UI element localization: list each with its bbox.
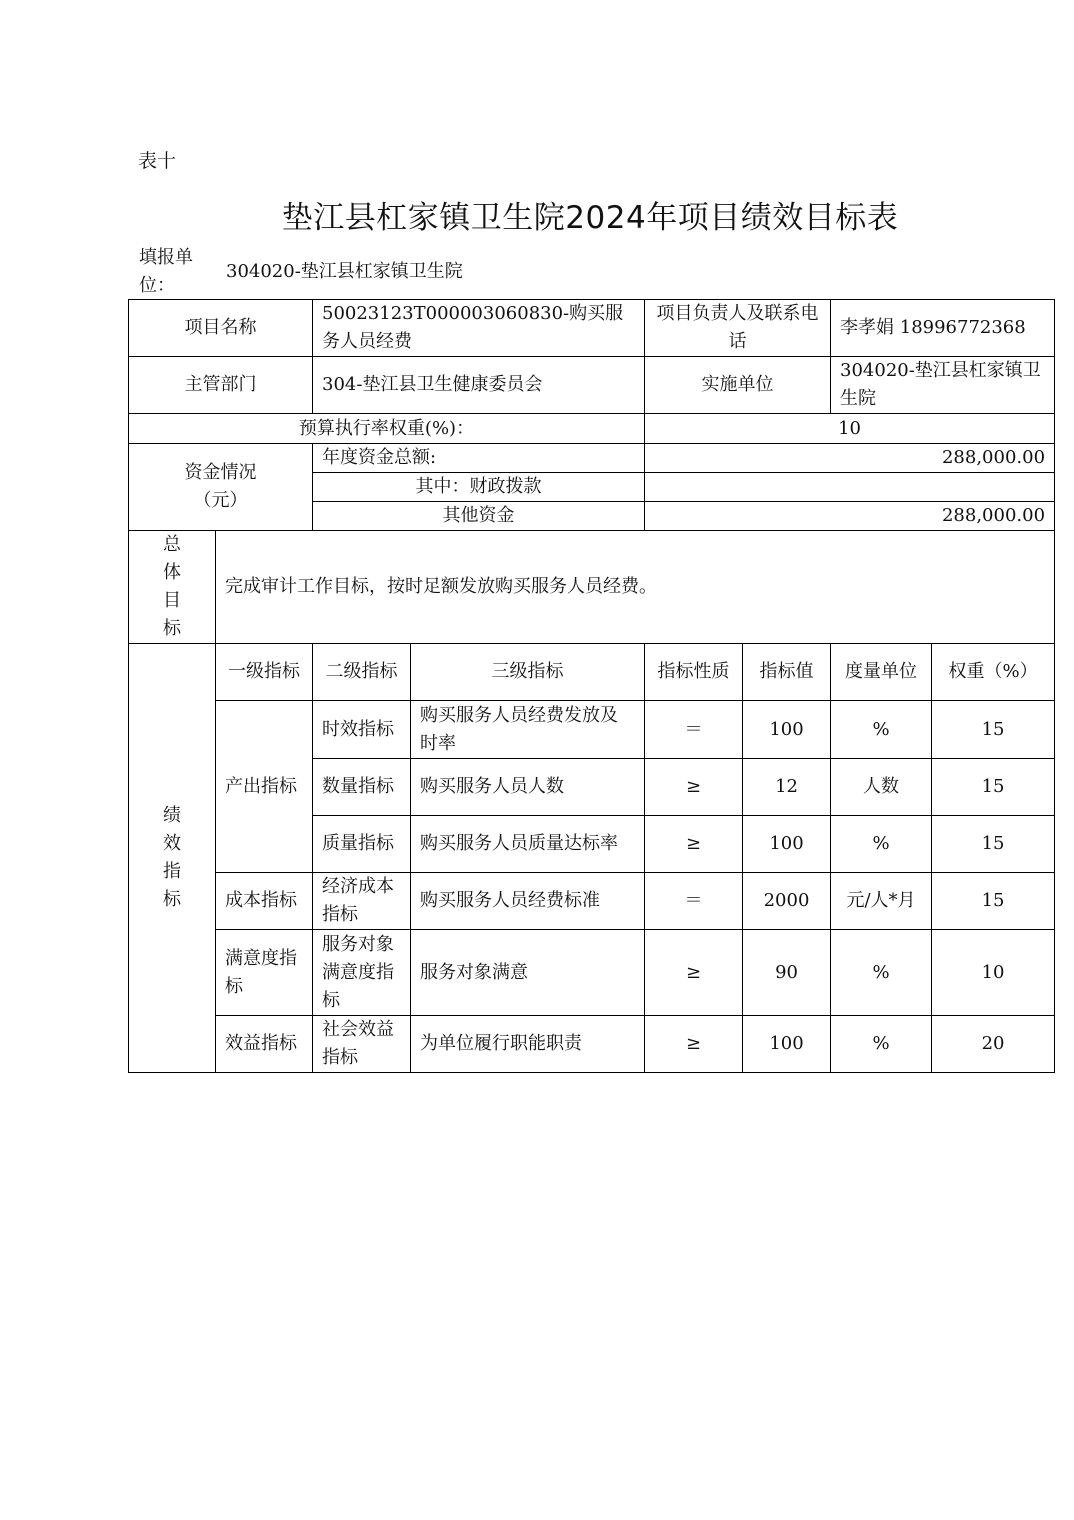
nature-cell: ≥ [645, 759, 743, 816]
funds-total-row [129, 444, 1055, 473]
funds-total-value: 288,000.00 [645, 444, 1055, 473]
value-cell: 100 [743, 701, 831, 759]
funds-other-label: 其他资金 [313, 502, 645, 531]
table-row [129, 930, 1055, 1016]
table-row [129, 1016, 1055, 1073]
funds-other-value: 288,000.00 [645, 502, 1055, 531]
reporting-unit-value: 304020-垫江县杠家镇卫生院 [226, 261, 463, 282]
level1-satisfaction: 满意度指标 [216, 930, 313, 1016]
level1-cost: 成本指标 [216, 873, 313, 930]
value-cell: 12 [743, 759, 831, 816]
level3-cell: 为单位履行职能职责 [411, 1016, 645, 1073]
overall-goal-text: 完成审计工作目标，按时足额发放购买服务人员经费。 [216, 531, 1055, 644]
nature-cell: ＝ [645, 873, 743, 930]
table-number: 表十 [138, 150, 177, 172]
value-cell: 100 [743, 1016, 831, 1073]
nature-cell: ≥ [645, 930, 743, 1016]
value-cell: 2000 [743, 873, 831, 930]
performance-target-table [128, 299, 1055, 1073]
indicators-section-label: 绩效指标 [129, 644, 216, 1073]
header-value: 指标值 [743, 644, 831, 701]
funds-total-label: 年度资金总额: [313, 444, 645, 473]
header-level2: 二级指标 [313, 644, 411, 701]
reporting-unit-label: 填报单位： [139, 247, 193, 296]
unit-cell: % [831, 930, 932, 1016]
level3-cell: 购买服务人员经费标准 [411, 873, 645, 930]
unit-cell: % [831, 701, 932, 759]
budget-rate-row [129, 414, 1055, 444]
level2-cell: 经济成本指标 [313, 873, 411, 930]
level2-cell: 时效指标 [313, 701, 411, 759]
value-cell: 100 [743, 816, 831, 873]
budget-rate-label: 预算执行率权重(%)： [129, 414, 645, 444]
overall-goal-row [129, 531, 1055, 644]
department-label: 主管部门 [129, 357, 313, 414]
department-row [129, 357, 1055, 414]
weight-cell: 15 [932, 873, 1055, 930]
nature-cell: ≥ [645, 816, 743, 873]
weight-cell: 20 [932, 1016, 1055, 1073]
level3-cell: 服务对象满意 [411, 930, 645, 1016]
department-value: 304-垫江县卫生健康委员会 [313, 357, 645, 414]
level2-cell: 数量指标 [313, 759, 411, 816]
level1-benefit: 效益指标 [216, 1016, 313, 1073]
table-row [129, 701, 1055, 759]
contact-value: 李孝娟 18996772368 [831, 300, 1055, 357]
level3-cell: 购买服务人员经费发放及时率 [411, 701, 645, 759]
page-title: 垫江县杠家镇卫生院2024年项目绩效目标表 [281, 200, 899, 236]
level3-cell: 购买服务人员人数 [411, 759, 645, 816]
unit-cell: 元/人*月 [831, 873, 932, 930]
level2-cell: 质量指标 [313, 816, 411, 873]
header-weight: 权重（%） [932, 644, 1055, 701]
level3-cell: 购买服务人员质量达标率 [411, 816, 645, 873]
unit-cell: 人数 [831, 759, 932, 816]
level1-output: 产出指标 [216, 701, 313, 873]
project-name-label: 项目名称 [129, 300, 313, 357]
nature-cell: ＝ [645, 701, 743, 759]
weight-cell: 15 [932, 701, 1055, 759]
nature-cell: ≥ [645, 1016, 743, 1073]
unit-cell: % [831, 816, 932, 873]
funds-label: 资金情况（元） [129, 444, 313, 531]
unit-cell: % [831, 1016, 932, 1073]
header-level3: 三级指标 [411, 644, 645, 701]
overall-goal-label: 总体目标 [129, 531, 216, 644]
implementing-unit-label: 实施单位 [645, 357, 831, 414]
indicator-header-row [129, 644, 1055, 701]
budget-rate-value: 10 [645, 414, 1055, 444]
contact-label: 项目负责人及联系电话 [645, 300, 831, 357]
table-row [129, 873, 1055, 930]
value-cell: 90 [743, 930, 831, 1016]
level2-cell: 社会效益指标 [313, 1016, 411, 1073]
funds-fiscal-value [645, 473, 1055, 502]
header-level1: 一级指标 [216, 644, 313, 701]
header-nature: 指标性质 [645, 644, 743, 701]
weight-cell: 15 [932, 816, 1055, 873]
project-name-value: 50023123T000003060830-购买服务人员经费 [313, 300, 645, 357]
level2-cell: 服务对象满意度指标 [313, 930, 411, 1016]
funds-fiscal-label: 其中：财政拨款 [313, 473, 645, 502]
weight-cell: 15 [932, 759, 1055, 816]
header-unit: 度量单位 [831, 644, 932, 701]
project-name-row [129, 300, 1055, 357]
implementing-unit-value: 304020-垫江县杠家镇卫生院 [831, 357, 1055, 414]
weight-cell: 10 [932, 930, 1055, 1016]
